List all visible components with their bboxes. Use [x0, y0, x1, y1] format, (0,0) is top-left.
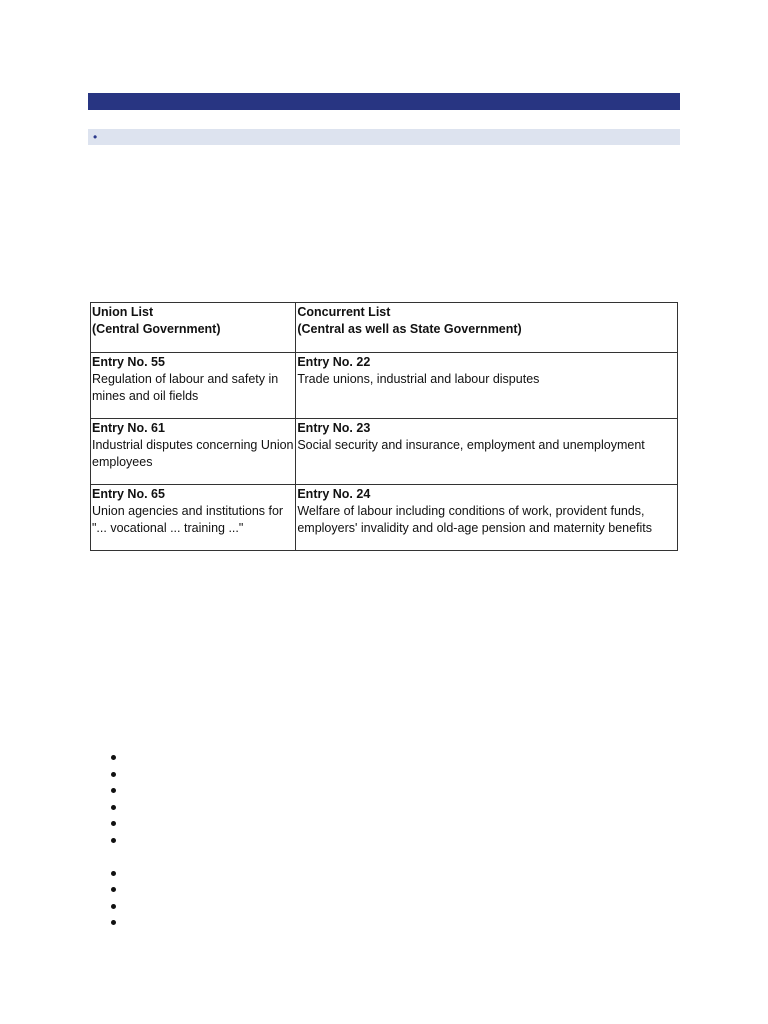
- union-entry-cell: [91, 485, 296, 551]
- union-entry-number: Entry No. 55: [92, 355, 165, 369]
- bullet-icon: [111, 788, 116, 793]
- union-entry-text: Union agencies and institutions for "... vocational ... training ...": [92, 504, 284, 535]
- concurrent-list-subtitle: (Central as well as State Government): [297, 322, 522, 336]
- concurrent-entry-text: Social security and insurance, employment and unemployment: [297, 438, 645, 452]
- bullet-icon: [111, 904, 116, 909]
- concurrent-entry-text: Trade unions, industrial and labour disputes: [297, 372, 540, 386]
- bullet-icon: [111, 821, 116, 826]
- bullet-icon: [111, 772, 116, 777]
- list-item: [111, 866, 116, 883]
- union-entry-text: Industrial disputes concerning Union employees: [92, 438, 294, 469]
- list-item: [111, 750, 116, 767]
- list-item: [111, 767, 116, 784]
- union-list-title: Union List: [92, 305, 154, 319]
- list-item: [111, 833, 116, 850]
- list-item: [111, 783, 116, 800]
- list-gap: [111, 849, 116, 866]
- section-header-bar: [88, 93, 680, 110]
- concurrent-entry-number: Entry No. 22: [297, 355, 371, 369]
- bullet-icon: [111, 755, 116, 760]
- union-entry-cell: [91, 353, 296, 419]
- subheader-bar: [88, 129, 680, 145]
- subheader-bullet-icon: •: [93, 130, 98, 144]
- union-entry-text: Regulation of labour and safety in mines and oil fields: [92, 372, 279, 403]
- list-item: [111, 800, 116, 817]
- concurrent-entry-text: Welfare of labour including conditions of work, provident funds, employers' invalidity and old-age pension and maternity benefits: [297, 504, 653, 535]
- bullet-icon: [111, 871, 116, 876]
- table-row: [91, 419, 678, 485]
- list-item: [111, 899, 116, 916]
- table-header-row: [91, 303, 678, 353]
- concurrent-list-header-cell: [296, 303, 678, 353]
- union-list-header-cell: [91, 303, 296, 353]
- bullet-icon: [111, 920, 116, 925]
- union-list-subtitle: (Central Government): [92, 322, 221, 336]
- table-row: [91, 485, 678, 551]
- concurrent-entry-number: Entry No. 24: [297, 487, 371, 501]
- concurrent-entry-number: Entry No. 23: [297, 421, 371, 435]
- bullet-icon: [111, 838, 116, 843]
- list-item: [111, 816, 116, 833]
- concurrent-entry-cell: [296, 419, 678, 485]
- union-entry-number: Entry No. 61: [92, 421, 165, 435]
- bullet-list: [111, 750, 116, 932]
- list-item: [111, 882, 116, 899]
- concurrent-entry-cell: [296, 485, 678, 551]
- labour-lists-table: [90, 302, 678, 551]
- union-entry-cell: [91, 419, 296, 485]
- concurrent-list-title: Concurrent List: [297, 305, 391, 319]
- concurrent-entry-cell: [296, 353, 678, 419]
- bullet-icon: [111, 805, 116, 810]
- table-row: [91, 353, 678, 419]
- bullet-icon: [111, 887, 116, 892]
- union-entry-number: Entry No. 65: [92, 487, 165, 501]
- list-item: [111, 915, 116, 932]
